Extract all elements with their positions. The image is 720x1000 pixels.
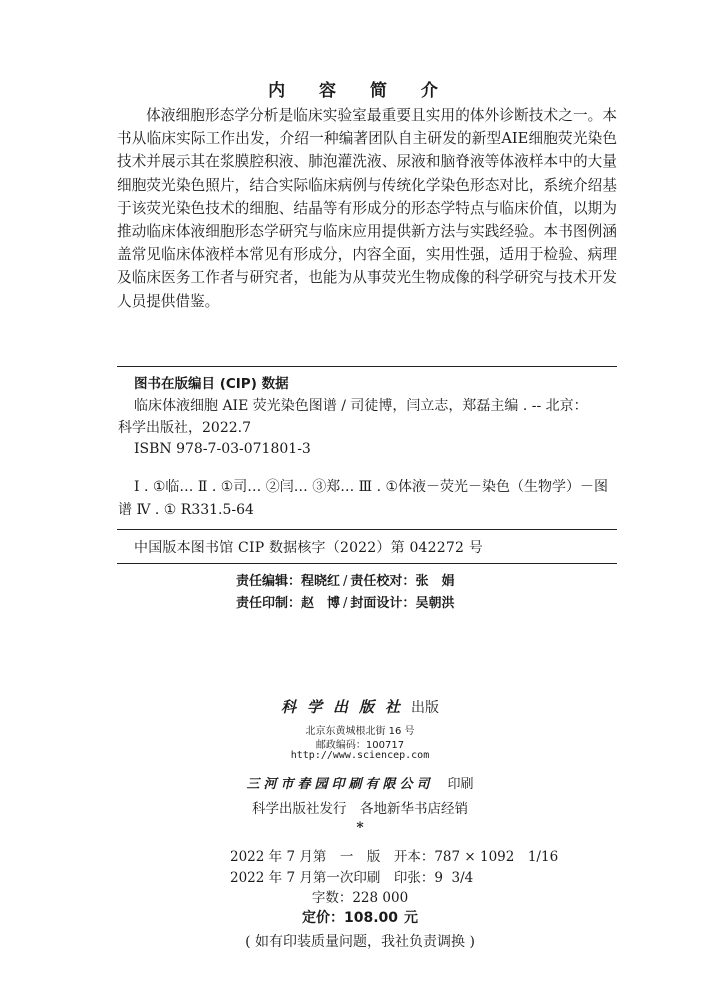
printer-name: 三河市春园印刷有限公司 <box>246 777 434 792</box>
publisher-address: 北京东黄城根北街 16 号 <box>305 726 415 737</box>
publisher-suffix: 出版 <box>411 700 439 716</box>
price <box>0 907 720 927</box>
cip-number: 中国版本图书馆 CIP 数据核字（2022）第 042272 号 <box>134 540 483 556</box>
edition-specs-line: 2022 年 7 月第 一 版 开本：787 × 1092 1/16 <box>230 849 559 865</box>
introduction-text: 体液细胞形态学分析是临床实验室最重要且实用的体外诊断技术之一。本书从临床实际工作出发，介绍一种编著团队自主研发的新型AIE细胞荧光染色技术并展示其在浆膜腔积液、肺泡灌洗液、尿液和脑脊液等体液样本中的大量细胞荧光染色照片，结合实际临床病例与传统化学染色形态对比，系统介绍基于该荧光染色技术的细胞、结晶等有形成分的形态学特点与临床价值，以期为推动临床体液细胞形态学研究与临床应用提供新方法与实践经验。本书图例涵盖常见临床体液样本常见有形成分，内容全面，实用性强，适用于检验、病理及临床医务工作者与研究者，也能为从事荧光生物成像的科学研究与技术开发人员提供借鉴。 <box>117 107 617 310</box>
price-value: 定价：108.00 <box>301 910 399 926</box>
cip-subjects: Ⅰ . ①临… Ⅱ . ①司… ②闫… ③郑… Ⅲ . ①体液－荧光－染色（生物学）－图谱 Ⅳ . ① R331.5-64 <box>118 479 609 518</box>
publisher-website: http://www.sciencep.com <box>290 750 430 761</box>
word-count: 字数：228 000 <box>311 890 409 906</box>
cip-heading: 图书在版编目 (CIP) 数据 <box>134 376 289 392</box>
cip-record-line: 临床体液细胞 AIE 荧光染色图谱 / 司徒博，闫立志，郑磊主编 . -- 北京： <box>134 398 588 414</box>
staff-line-editors <box>236 570 454 589</box>
publisher-logo-name: 科学出版社 <box>280 698 411 716</box>
cip-top-rule <box>117 366 617 367</box>
cip-record-line: 科学出版社，2022.7 <box>118 419 251 436</box>
page-title: 内 容 简 介 <box>268 81 452 101</box>
distribution-line: 科学出版社发行 各地新华书店经销 <box>252 801 468 817</box>
staff-line-production <box>236 592 454 611</box>
cip-isbn: ISBN 978-7-03-071801-3 <box>134 441 311 457</box>
cip-record <box>118 396 618 461</box>
cip-middle-rule <box>117 529 617 530</box>
price-unit: 元 <box>404 910 419 926</box>
quality-notice: ( 如有印装质量问题，我社负责调换 ) <box>245 934 475 950</box>
printer-suffix: 印刷 <box>447 777 474 792</box>
printing-specs-line: 2022 年 7 月第一次印刷 印张：9 3/4 <box>230 870 474 886</box>
separator: / <box>343 596 348 611</box>
proofreader-name: 张 娟 <box>415 574 455 589</box>
asterisk-separator: * <box>356 820 364 836</box>
cover-name: 吴朝洪 <box>415 596 455 611</box>
introduction-paragraph <box>117 104 617 313</box>
proofreader-label: 责任校对： <box>350 574 416 589</box>
printing-name: 赵 博 <box>301 596 341 611</box>
editor-label: 责任编辑： <box>236 574 302 589</box>
publisher-postcode: 邮政编码：100717 <box>315 740 405 751</box>
cip-bottom-rule <box>117 563 617 564</box>
printing-label: 责任印制： <box>236 596 302 611</box>
separator: / <box>343 574 348 589</box>
publisher-line <box>0 696 720 717</box>
editor-name: 程晓红 <box>301 574 341 589</box>
cover-label: 封面设计： <box>350 596 416 611</box>
printer-line <box>0 773 720 792</box>
